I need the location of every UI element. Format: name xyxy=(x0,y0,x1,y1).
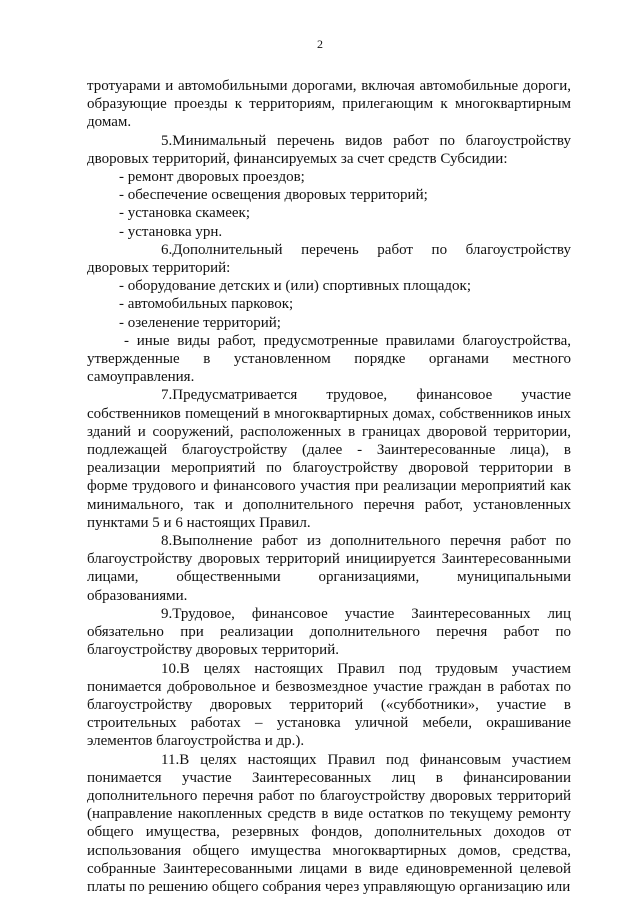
paragraph-number: 10. xyxy=(161,660,180,677)
list-item: - оборудование детских и (или) спортивных площадок; xyxy=(119,278,471,295)
paragraph-text: В целях настоящих Правил под финансовым участием понимается участие Заинтересованных лиц в финансировании дополнительного перечня работ по благоустройству дворовых территорий (направление накопленных средств в виде остатков по текущему ремонту общего имущества, резервных фондов, дополнительных доходов от использования общего имущества многоквартирных домов, средства, собранные Заинтересованными лицами в виде единовременной целевой платы по решению общего собрания через управляющую организацию или xyxy=(87,751,571,895)
list-item: - обеспечение освещения дворовых территорий; xyxy=(119,187,428,204)
paragraph-number: 11. xyxy=(161,751,180,768)
paragraph-number: 7. xyxy=(161,387,173,404)
list-item: - установка скамеек; xyxy=(119,205,251,222)
paragraph-9 xyxy=(87,605,571,660)
paragraph-7 xyxy=(87,386,571,532)
paragraph-number: 6. xyxy=(161,241,173,258)
paragraph-text: Трудовое, финансовое участие Заинтересованных лиц обязательно при реализации дополнительного перечня работ по благоустройству дворовых территорий. xyxy=(87,605,571,659)
list-item: - ремонт дворовых проездов; xyxy=(119,169,305,186)
paragraph-continuation: тротуарами и автомобильными дорогами, включая автомобильные дороги, образующие проезды к территориям, прилегающим к многоквартирным домам. xyxy=(87,78,571,131)
paragraph-number: 9. xyxy=(161,605,173,622)
paragraph-6 xyxy=(87,241,571,277)
paragraph-text: В целях настоящих Правил под трудовым участием понимается добровольное и безвозмездное участие граждан в работах по благоустройству дворовых территорий («субботники», участие в строительных работах – установка уличной мебели, окрашивание элементов благоустройства и др.). xyxy=(87,660,571,750)
paragraph-text: Минимальный перечень видов работ по благоустройству дворовых территорий, финансируемых за счет средств Субсидии: xyxy=(87,132,571,167)
list-item: - автомобильных парковок; xyxy=(119,296,294,313)
paragraph-text: Дополнительный перечень работ по благоустройству дворовых территорий: xyxy=(87,241,571,277)
document-body xyxy=(87,77,571,896)
paragraph-text: Выполнение работ из дополнительного перечня работ по благоустройству дворовых территорий инициируется Заинтересованными лицами, общественными организациями, муниципальными образованиями. xyxy=(87,533,571,604)
paragraph-8 xyxy=(87,532,571,605)
paragraph-text: Предусматривается трудовое, финансовое участие собственников помещений в многоквартирных домах, собственников иных зданий и сооружений, расположенных в границах дворовой территории, подлежащей благоустройству (далее - Заинтересованные лица), в реализации мероприятий по благоустройству дворовой территории в форме трудового и финансового участия при реализации мероприятий как минимального, так и дополнительного перечня работ, установленных пунктами 5 и 6 настоящих Правил. xyxy=(87,387,571,531)
paragraph-number: 8. xyxy=(161,533,173,550)
list-item: - установка урн. xyxy=(119,223,223,240)
page-number: 2 xyxy=(317,37,323,51)
list-item: - озеленение территорий; xyxy=(119,314,281,331)
list-item: - иные виды работ, предусмотренные правилами благоустройства, утвержденные в установленном порядке органами местного самоуправления. xyxy=(87,332,571,386)
paragraph-5 xyxy=(87,132,571,168)
paragraph-number: 5. xyxy=(161,132,173,149)
paragraph-11 xyxy=(87,751,571,897)
paragraph-10 xyxy=(87,660,571,751)
